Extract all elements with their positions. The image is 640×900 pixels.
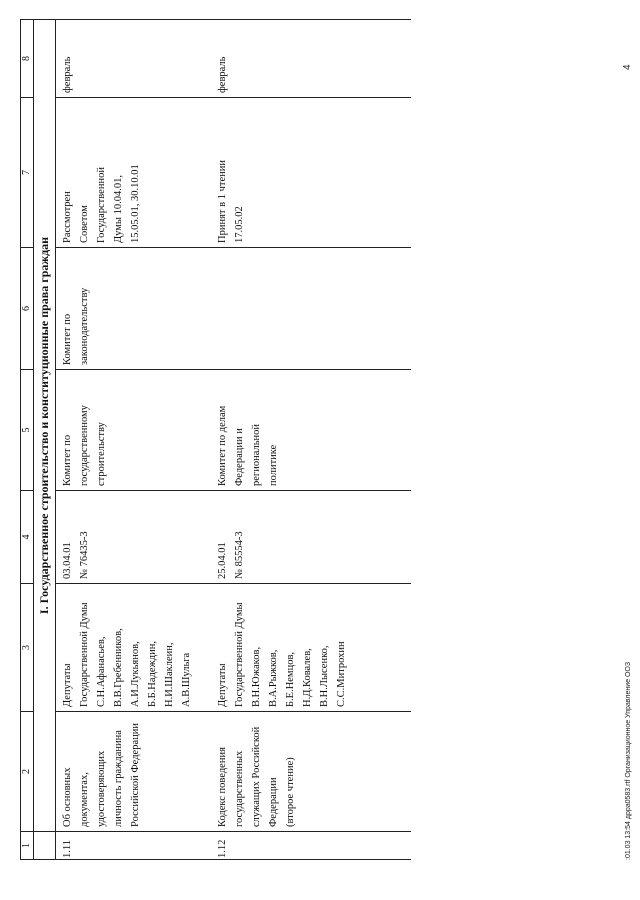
column-number: 5 (21, 370, 34, 491)
page-number: 4 (622, 64, 633, 70)
page-footer (622, 20, 640, 860)
bill-title: Об основных документах, удостоверяющих личность гражданина Российской Федерации (56, 712, 211, 832)
bill-authors: Депутаты Государственной Думы С.Н.Афанасьев, В.В.Гребенников, А.И.Лукьянов, Б.Б.Надеждин, Н.И.Шаклеин, А.В.Шульга (56, 584, 211, 712)
column-number: 4 (21, 491, 34, 584)
section-title: I. Государственное строительство и конституционные права граждан (34, 20, 56, 832)
submission-info (211, 491, 411, 584)
registration-number: № 85554-3 (233, 531, 245, 579)
bill-authors: Депутаты Государственной Думы В.Н.Южаков, В.А.Рыжков, Б.Е.Немцов, Н.Д.Ковалев, В.Н.Лысенко, С.С.Митрохин (211, 584, 411, 712)
row-number: 1.11 (56, 832, 211, 860)
bill-status: Принят в 1 чтении 17.05.02 (211, 98, 411, 248)
section-row (34, 20, 56, 860)
co-executor-committee: Комитет по законодательству (56, 248, 211, 370)
column-number: 3 (21, 584, 34, 712)
submission-date: 25.04.01 (216, 542, 228, 579)
column-number: 1 (21, 832, 34, 860)
registration-number: № 76435-3 (79, 531, 90, 579)
column-number: 2 (21, 712, 34, 832)
bills-table (20, 19, 411, 860)
footer-file-info: :01.03 13:54 дрра0583.rtf Организационное Управление ООЗ (625, 661, 632, 860)
submission-date: 03.04.01 (62, 542, 73, 579)
planned-month: февраль (211, 20, 411, 98)
responsible-committee: Комитет по государственному строительству (56, 370, 211, 491)
co-executor-committee (211, 248, 411, 370)
document-page (20, 20, 620, 860)
submission-info (56, 491, 211, 584)
table-row (56, 20, 211, 860)
row-number: 1.12 (211, 832, 411, 860)
table-row (211, 20, 411, 860)
column-number: 6 (21, 248, 34, 370)
column-number: 8 (21, 20, 34, 98)
planned-month: февраль (56, 20, 211, 98)
responsible-committee: Комитет по делам Федерации и региональной политике (211, 370, 411, 491)
column-number-row (21, 20, 34, 860)
bill-title: Кодекс поведения государственных служащих Российской Федерации (второе чтение) (211, 712, 411, 832)
column-number: 7 (21, 98, 34, 248)
bill-status: Рассмотрен Советом Государственной Думы 10.04.01, 15.05.01, 30.10.01 (56, 98, 211, 248)
